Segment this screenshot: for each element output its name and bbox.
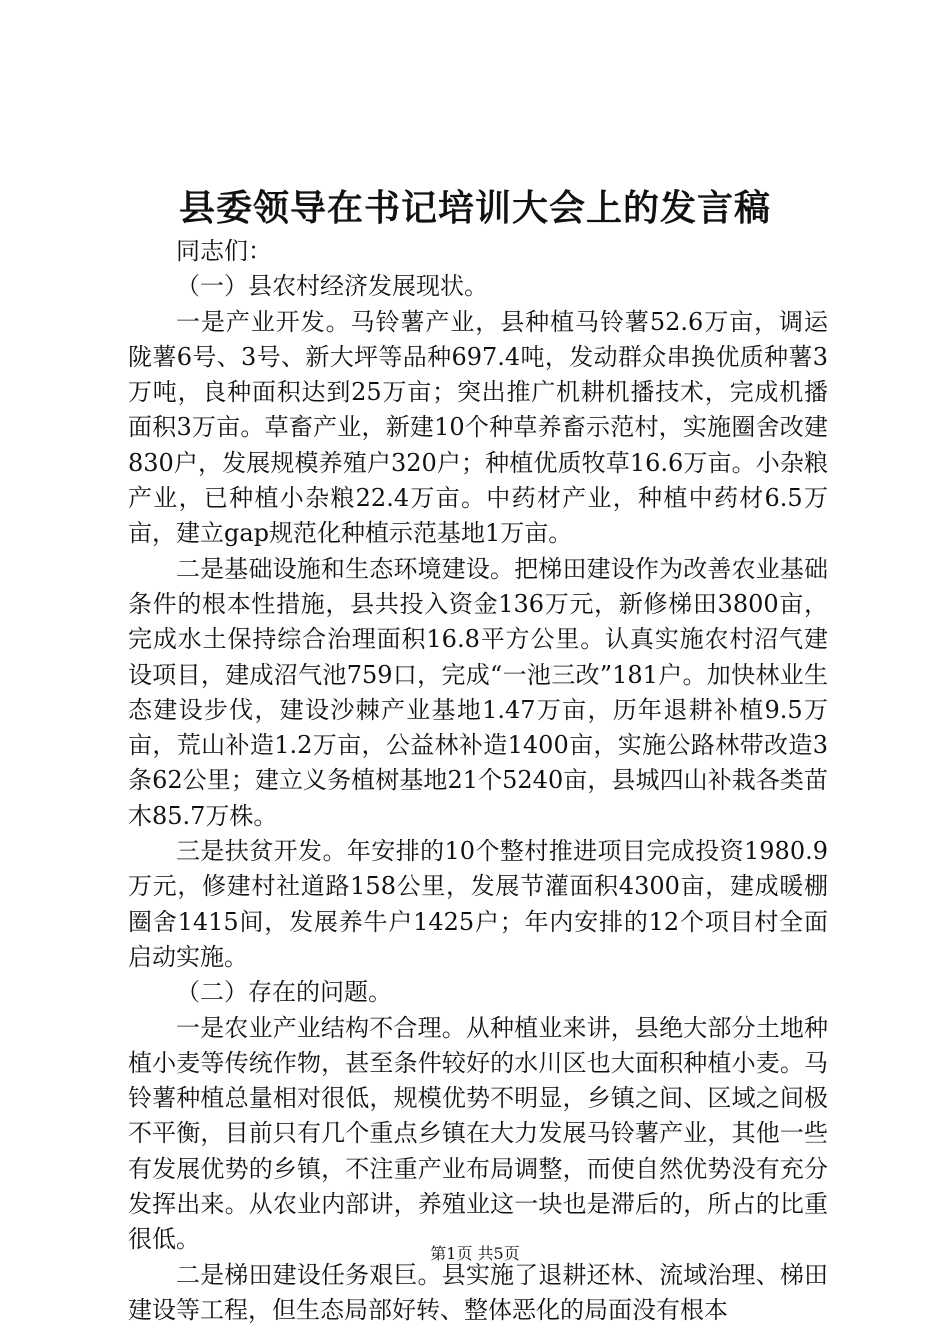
paragraph: 二是基础设施和生态环境建设。把梯田建设作为改善农业基础条件的根本性措施，县共投入资金136万元，新修梯田3800亩，完成水土保持综合治理面积16.8平方公里。认真实施农村沼气建设项目，建成沼气池759口，完成“一池三改”181户。加快林业生态建设步伐，建设沙棘产业基地1.47万亩，历年退耕补植9.5万亩，荒山补造1.2万亩，公益林补造1400亩，实施公路林带改造3条62公里；建立义务植树基地21个5240亩，县城四山补栽各类苗木85.7万株。 (128, 554, 828, 830)
paragraph: 一是农业产业结构不合理。从种植业来讲，县绝大部分土地种植小麦等传统作物，甚至条件较好的水川区也大面积种植小麦。马铃薯种植总量相对很低，规模优势不明显，乡镇之间、区域之间极不平衡，目前只有几个重点乡镇在大力发展马铃薯产业，其他一些有发展优势的乡镇，不注重产业布局调整，而使自然优势没有充分发挥出来。从农业内部讲，养殖业这一块也是滞后的，所占的比重很低。 (128, 1013, 828, 1254)
document-body (128, 234, 828, 1328)
page-number-footer: 第1页 共5页 (430, 1244, 520, 1263)
paragraph: 三是扶贫开发。年安排的10个整村推进项目完成投资1980.9万元，修建村社道路158公里，发展节灌面积4300亩，建成暖棚圈舍1415间，发展养牛户1425户；年内安排的12个项目村全面启动实施。 (128, 837, 828, 971)
paragraph: 二是梯田建设任务艰巨。县实施了退耕还林、流域治理、梯田建设等工程，但生态局部好转、整体恶化的局面没有根本 (128, 1260, 828, 1324)
paragraph-salutation: 同志们： (176, 237, 272, 265)
paragraph-section-heading: （二）存在的问题。 (176, 978, 392, 1007)
paragraph: 一是产业开发。马铃薯产业，县种植马铃薯52.6万亩，调运陇薯6号、3号、新大坪等品种697.4吨，发动群众串换优质种薯3万吨，良种面积达到25万亩；突出推广机耕机播技术，完成机播面积3万亩。草畜产业，新建10个种草养畜示范村，实施圈舍改建830户，发展规模养殖户320户；种植优质牧草16.6万亩。小杂粮产业，已种植小杂粮22.4万亩。中药材产业，种植中药材6.5万亩，建立gap规范化种植示范基地1万亩。 (128, 307, 828, 548)
document-title: 县委领导在书记培训大会上的发言稿 (178, 187, 771, 229)
paragraph-section-heading: （一）县农村经济发展现状。 (176, 272, 488, 301)
